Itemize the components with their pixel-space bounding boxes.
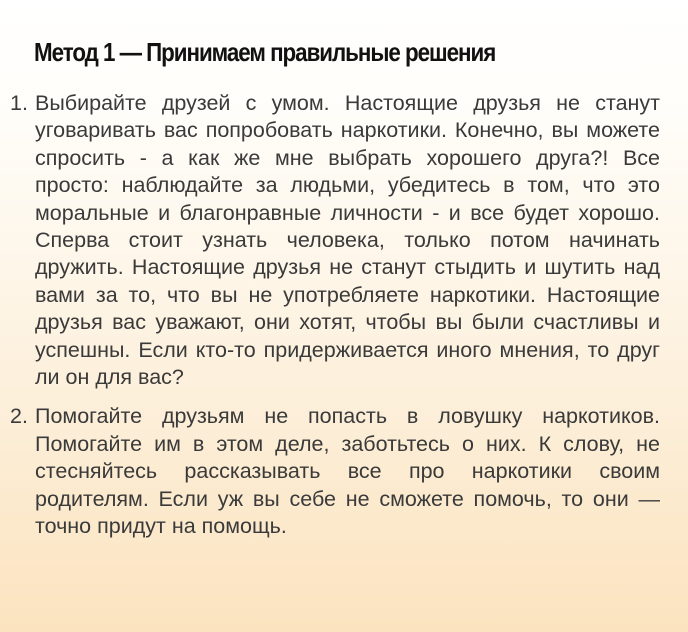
list-item-text: Помогайте друзьям не попасть в ловушку наркотиков. Помогайте им в этом деле, заботьтесь о них. К слову, не стесняйтесь рассказывать все про наркотики своим родителям. Если уж вы себе не сможете помочь, то они — точно придут на помощь. <box>35 404 660 539</box>
list-item-number: 2. <box>10 404 28 429</box>
list-item <box>0 90 660 391</box>
list-item <box>0 403 660 540</box>
numbered-list <box>0 90 660 553</box>
page-title: Метод 1 — Принимаем правильные решения <box>34 37 496 67</box>
list-item-text: Выбирайте друзей с умом. Настоящие друзья не станут уговаривать вас попробовать наркотики. Конечно, вы можете спросить - а как же мне выбрать хорошего друга?! Все просто: наблюдайте за людьми, убедитесь в том, что это моральные и благонравные личности - и все будет хорошо. Сперва стоит узнать человека, только потом начинать дружить. Настоящие друзья не станут стыдить и шутить над вами за то, что вы не употребляете наркотики. Настоящие друзья вас уважают, они хотят, чтобы вы были счастливы и успешны. Если кто-то придерживается иного мнения, то друг ли он для вас? <box>35 91 660 390</box>
list-item-number: 1. <box>10 91 28 115</box>
